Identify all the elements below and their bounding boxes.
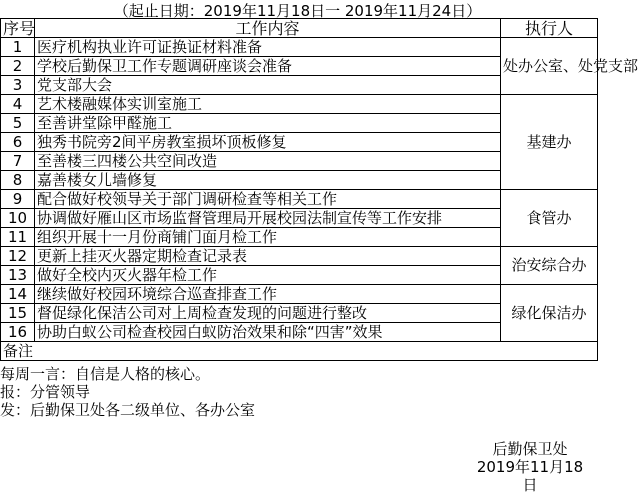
signature-date: 2019年11月18日 [476,458,584,494]
row-task: 嘉善楼女儿墙修复 [35,171,501,190]
table-header-row [1,19,598,38]
row-number: 1 [1,38,35,57]
report-to: 报：分管领导 [0,383,91,401]
table-row [1,95,598,114]
row-number: 11 [1,228,35,247]
row-task: 继续做好校园环境综合巡查排查工作 [35,285,501,304]
schedule-table [0,18,638,361]
row-number: 12 [1,247,35,266]
header-task: 工作内容 [35,19,501,38]
row-task: 督促绿化保洁公司对上周检查发现的问题进行整改 [35,304,501,323]
owner-cell: 处办公室、处党支部 [501,38,598,95]
row-task: 更新上挂灭火器定期检查记录表 [35,247,501,266]
row-task: 独秀书院旁2间平房教室损坏顶板修复 [35,133,501,152]
row-task: 艺术楼融媒体实训室施工 [35,95,501,114]
row-number: 3 [1,76,35,95]
row-number: 5 [1,114,35,133]
remarks-row [1,342,598,361]
row-number: 6 [1,133,35,152]
row-task: 协助白蚁公司检查校园白蚁防治效果和除“四害”效果 [35,323,501,342]
owner-cell: 绿化保洁办 [501,285,598,342]
row-number: 9 [1,190,35,209]
row-number: 14 [1,285,35,304]
owner-cell: 治安综合办 [501,247,598,285]
table-row [1,190,598,209]
row-task: 学校后勤保卫工作专题调研座谈会准备 [35,57,501,76]
table-row [1,285,598,304]
table-row [1,247,598,266]
row-task: 组织开展十一月份商铺门面月检工作 [35,228,501,247]
row-task: 协调做好雁山区市场监督管理局开展校园法制宣传等工作安排 [35,209,501,228]
header-owner: 执行人 [501,19,598,38]
weekly-motto: 每周一言：自信是人格的核心。 [0,365,211,383]
table-row [1,38,598,57]
row-number: 15 [1,304,35,323]
distribute-to: 发：后勤保卫处各二级单位、各办公室 [0,401,256,419]
row-task: 做好全校内灭火器年检工作 [35,266,501,285]
remarks-label: 备注 [1,342,598,361]
row-task: 配合做好校领导关于部门调研检查等相关工作 [35,190,501,209]
row-number: 13 [1,266,35,285]
signature-org: 后勤保卫处 [492,440,568,458]
row-number: 10 [1,209,35,228]
row-task: 至善楼三四楼公共空间改造 [35,152,501,171]
row-number: 8 [1,171,35,190]
page-title: （起止日期：2019年11月18日一 2019年11月24日） [113,2,482,20]
row-task: 医疗机构执业许可证换证材料准备 [35,38,501,57]
row-number: 2 [1,57,35,76]
row-task: 至善讲堂除甲醛施工 [35,114,501,133]
row-number: 16 [1,323,35,342]
row-number: 4 [1,95,35,114]
row-task: 党支部大会 [35,76,501,95]
header-no: 序号 [1,19,35,38]
owner-cell: 基建办 [501,95,598,190]
row-number: 7 [1,152,35,171]
owner-cell: 食管办 [501,190,598,247]
